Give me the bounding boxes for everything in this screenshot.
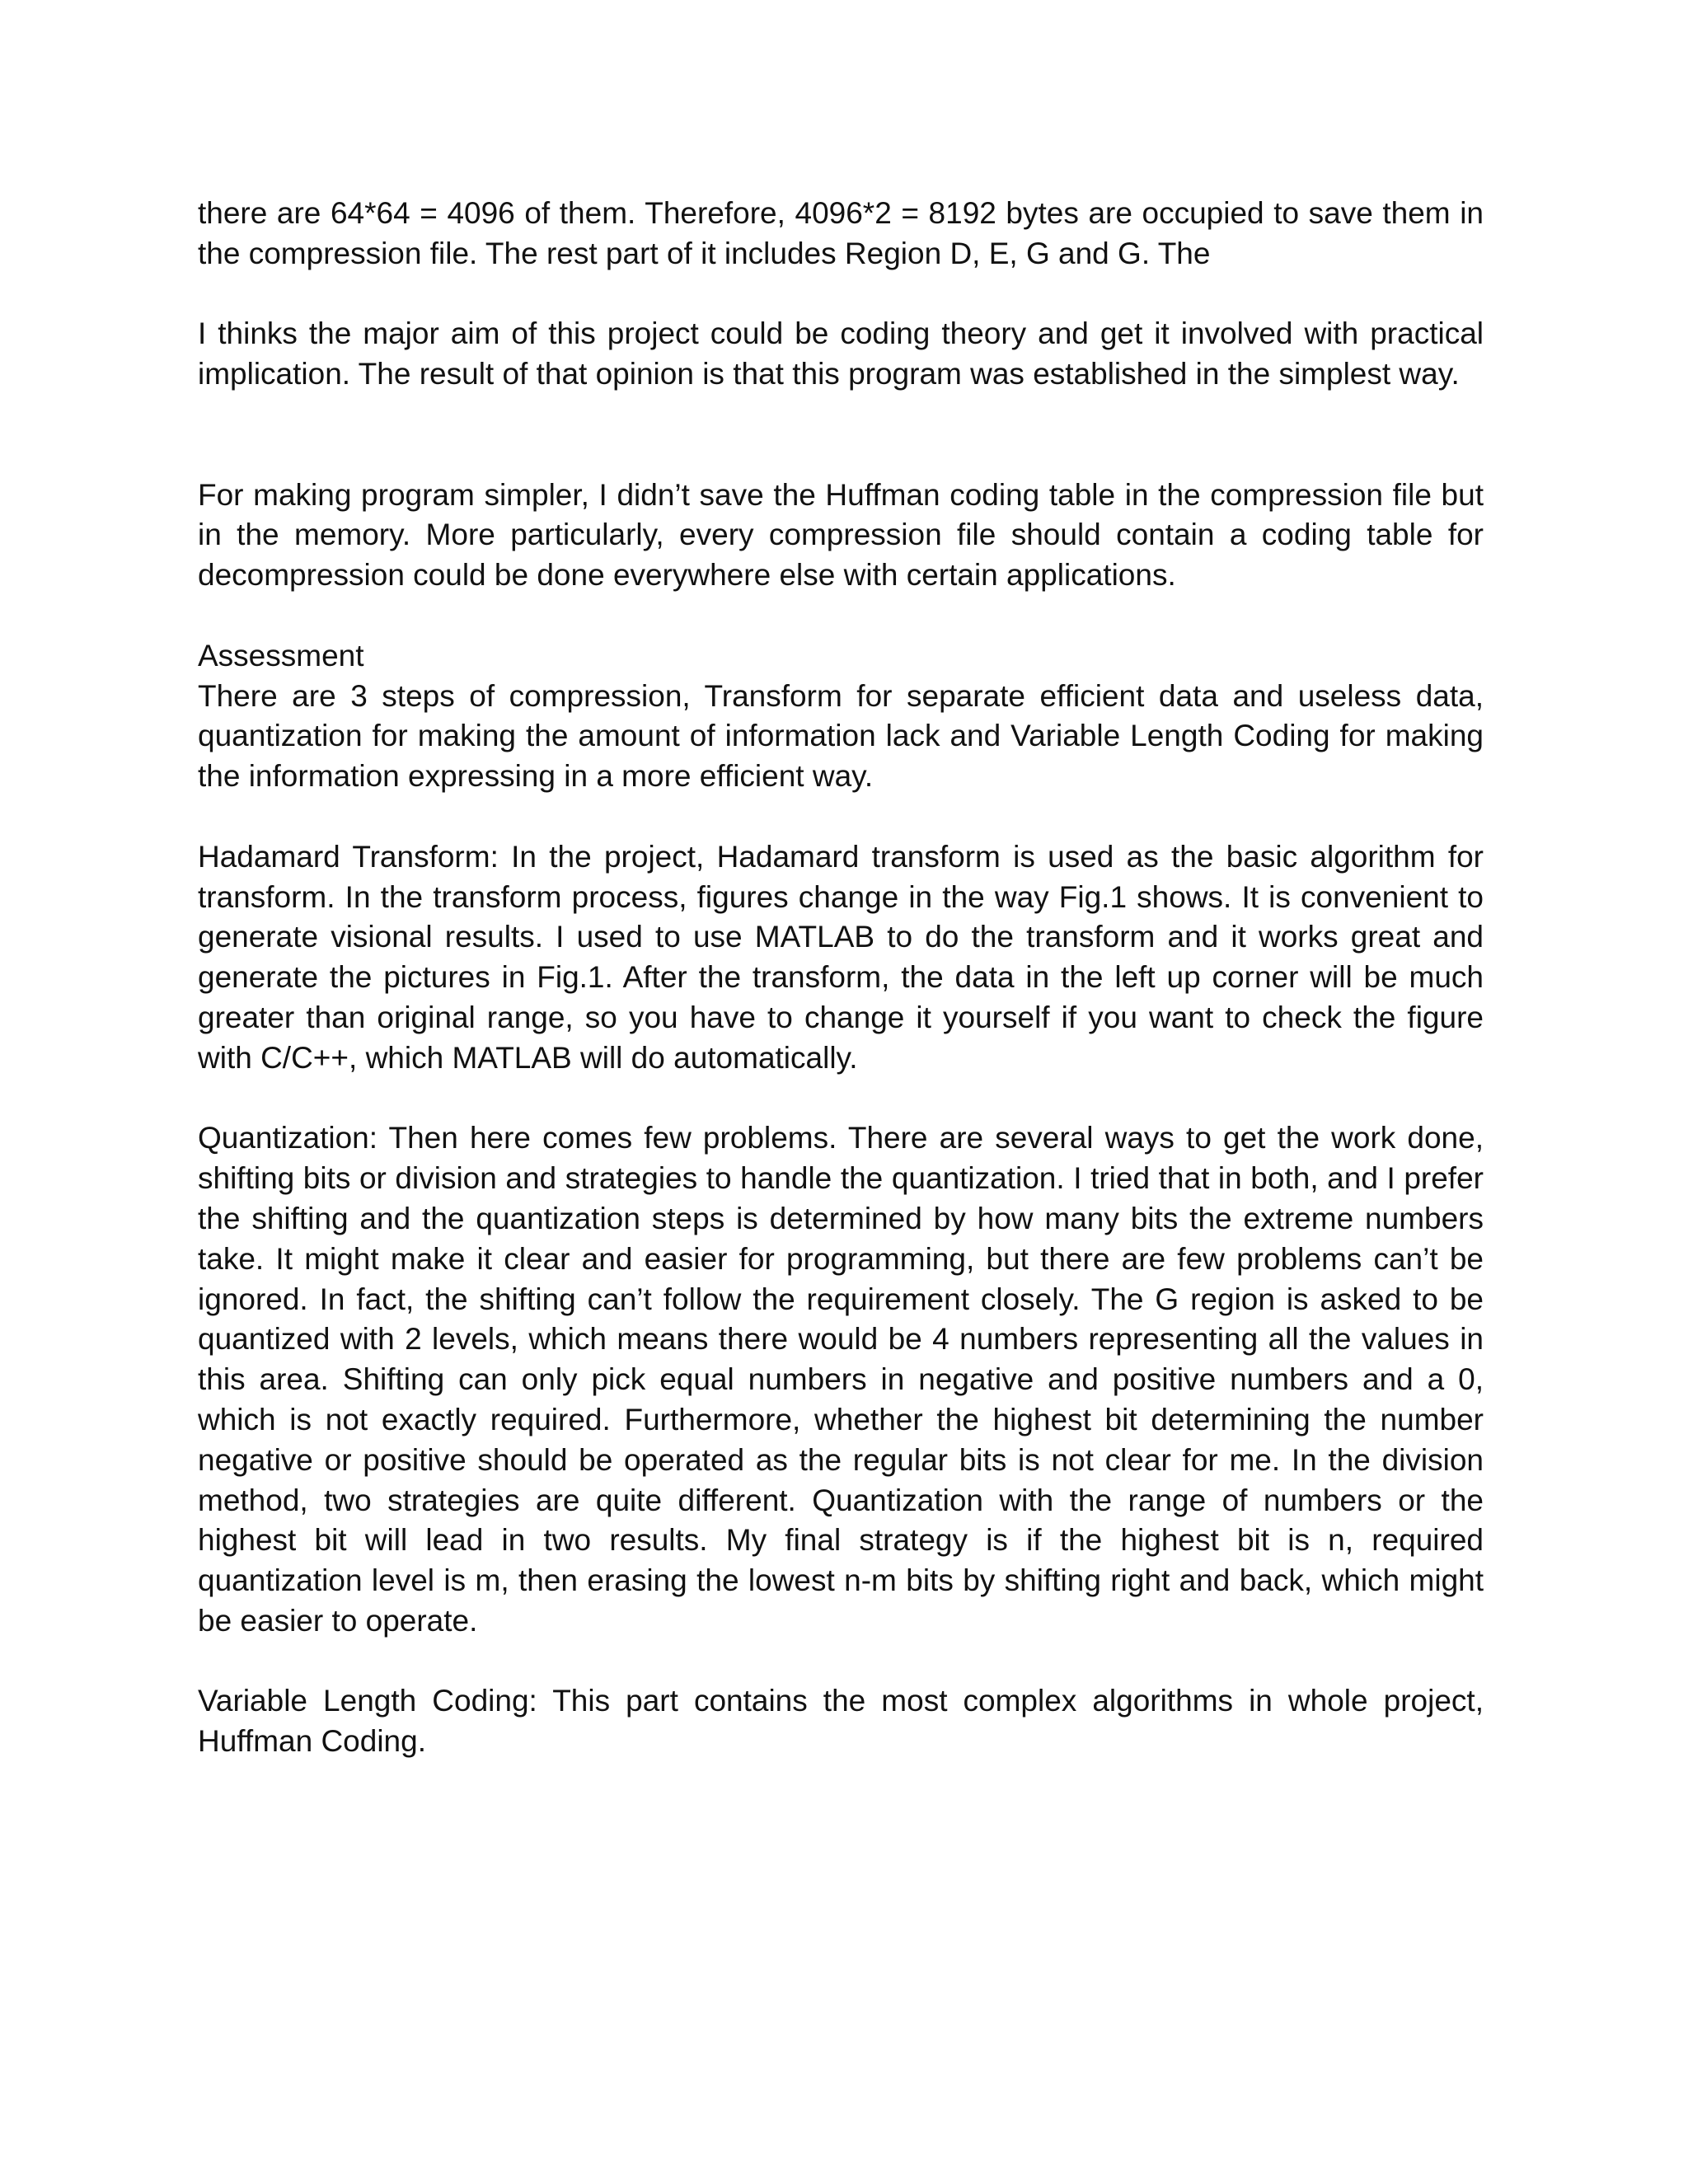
paragraph-project-aim: I thinks the major aim of this project could be coding theory and get it involved with practical implication. The result of that opinion is that this program was established in the simplest way. [198,316,1484,391]
paragraph-hadamard-transform: Hadamard Transform: In the project, Hadamard transform is used as the basic algorithm for transform. In the transform process, figures change in the way Fig.1 shows. It is convenient to generate visional results. I used to use MATLAB to do the transform and it works great and generate the pictures in Fig.1. After the transform, the data in the left up corner will be much greater than original range, so you have to change it yourself if you want to check the figure with C/C++, which MATLAB will do automatically. [198,839,1484,1075]
paragraph-compression-bytes: there are 64*64 = 4096 of them. Therefore, 4096*2 = 8192 bytes are occupied to save them in the compression file. The rest part of it includes Region D, E, G and G. The [198,196,1484,270]
section-heading-assessment: Assessment [198,638,364,673]
paragraph-variable-length-coding: Variable Length Coding: This part contains the most complex algorithms in whole project, Huffman Coding. [198,1684,1484,1759]
paragraph-huffman-table: For making program simpler, I didn’t save the Huffman coding table in the compression file but in the memory. More particularly, every compression file should contain a coding table for decompression could be done everywhere else with certain applications. [198,477,1484,593]
document-body [198,194,1484,1762]
paragraph-compression-steps: There are 3 steps of compression, Transform for separate efficient data and useless data, quantization for making the amount of information lack and Variable Length Coding for making the information expressing in a more efficient way. [198,678,1484,794]
paragraph-quantization: Quantization: Then here comes few problems. There are several ways to get the work done, shifting bits or division and strategies to handle the quantization. I tried that in both, and I prefer the shifting and the quantization steps is determined by how many bits the extreme numbers take. It might make it clear and easier for programming, but there are few problems can’t be ignored. In fact, the shifting can’t follow the requirement closely. The G region is asked to be quantized with 2 levels, which means there would be 4 numbers representing all the values in this area. Shifting can only pick equal numbers in negative and positive numbers and a 0, which is not exactly required. Furthermore, whether the highest bit determining the number negative or positive should be operated as the regular bits is not clear for me. In the division method, two strategies are quite different. Quantization with the range of numbers or the highest bit will lead in two results. My final strategy is if the highest bit is n, required quantization level is m, then erasing the lowest n-m bits by shifting right and back, which might be easier to operate. [198,1121,1484,1638]
